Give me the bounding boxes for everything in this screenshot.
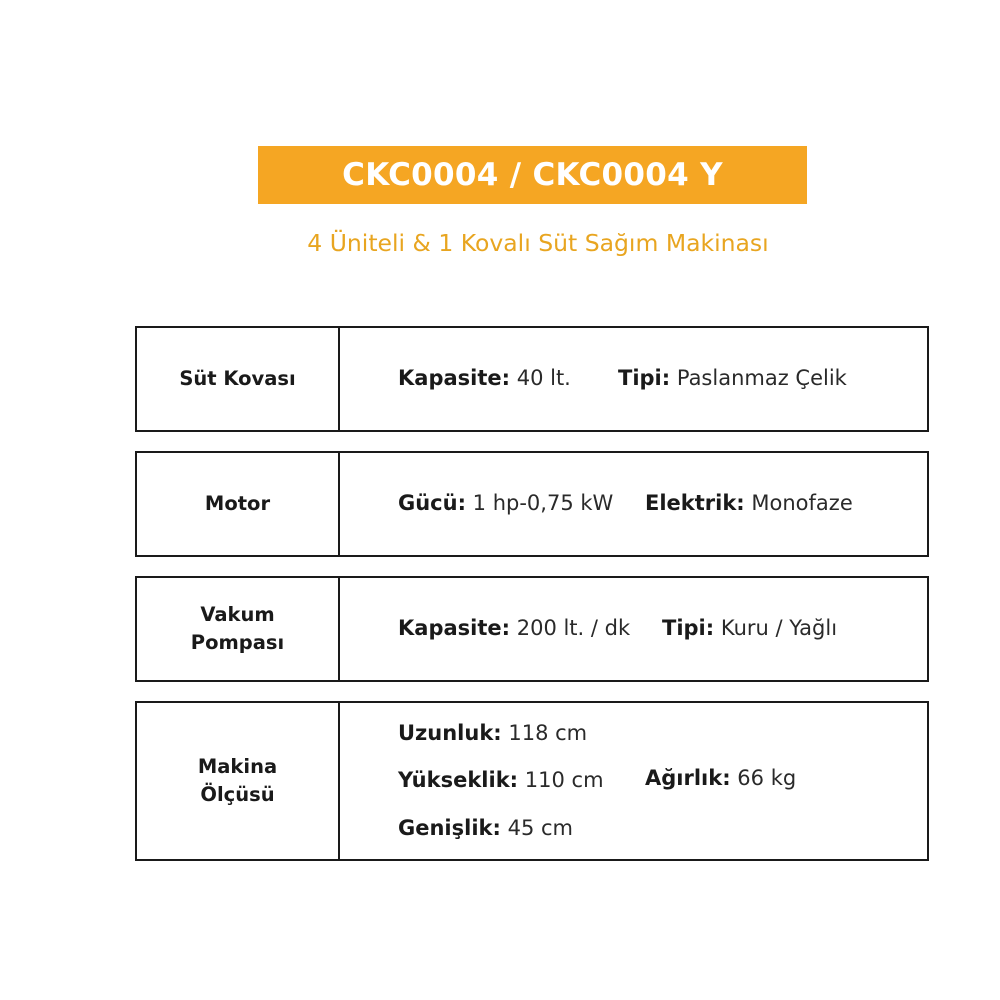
length-field [398,721,587,745]
field-value: 45 cm [507,816,573,840]
field-value: 1 hp-0,75 kW [472,491,614,515]
width-field [398,816,573,840]
field-key: Genişlik: [398,816,501,840]
field-key: Uzunluk: [398,721,502,745]
weight-field [645,766,796,790]
field-value: 40 lt. [516,366,571,390]
field-value: 66 kg [737,766,797,790]
field-key: Elektrik: [645,491,745,515]
field-key: Tipi: [662,616,715,640]
field-key: Gücü: [398,491,466,515]
type-field [618,366,847,390]
capacity-field [398,366,571,390]
field-key: Yükseklik: [398,768,519,792]
label-line: Vakum [200,603,275,626]
field-key: Kapasite: [398,616,511,640]
field-value: Kuru / Yağlı [720,616,838,640]
spec-row-motor [135,451,929,557]
product-subtitle: 4 Üniteli & 1 Kovalı Süt Sağım Makinası [307,229,769,257]
product-code-title: CKC0004 / CKC0004 Y [342,157,723,193]
power-field [398,491,613,515]
spec-content [340,703,927,859]
type-field [662,616,837,640]
field-value: Paslanmaz Çelik [676,366,847,390]
field-value: 200 lt. / dk [516,616,631,640]
field-value: 118 cm [508,721,588,745]
spec-row-milk-bucket [135,326,929,432]
spec-label [137,703,340,859]
field-key: Kapasite: [398,366,511,390]
electric-field [645,491,853,515]
spec-row-dimensions [135,701,929,861]
spec-label [137,578,340,680]
spec-content [340,578,927,680]
field-value: Monofaze [751,491,853,515]
capacity-field [398,616,630,640]
label-line: Ölçüsü [200,783,275,806]
spec-content [340,453,927,555]
spec-content [340,328,927,430]
spec-label: Süt Kovası [137,328,340,430]
label-line: Pompası [190,631,285,654]
spec-row-vacuum-pump [135,576,929,682]
field-value: 110 cm [524,768,604,792]
field-key: Tipi: [618,366,671,390]
spec-label: Motor [137,453,340,555]
title-banner [258,146,807,204]
label-line: Makina [197,755,278,778]
height-field [398,768,604,792]
field-key: Ağırlık: [645,766,731,790]
